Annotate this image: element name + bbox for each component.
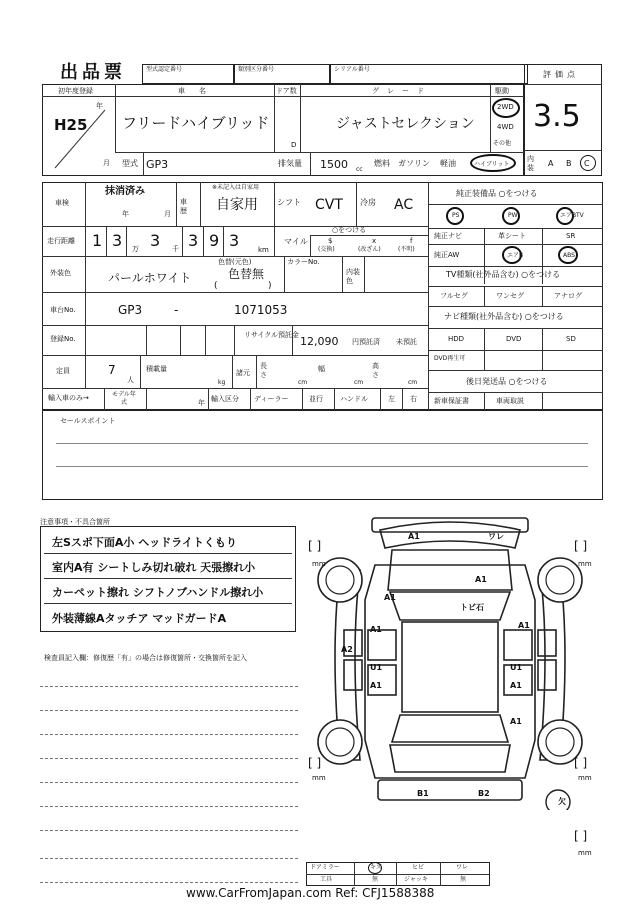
divider bbox=[310, 152, 311, 176]
divider bbox=[115, 84, 116, 152]
damage-mark: ワレ bbox=[488, 532, 504, 541]
equip-ps: PS bbox=[452, 212, 460, 219]
divider bbox=[402, 388, 403, 410]
displacement-label: 排気量 bbox=[278, 159, 302, 168]
divider bbox=[44, 603, 292, 604]
divider bbox=[484, 328, 485, 370]
handle-left: 左 bbox=[388, 395, 395, 403]
after-title: 後日発送品 ○をつける bbox=[466, 377, 548, 386]
length-cm: cm bbox=[298, 379, 308, 386]
aircon-label: 冷房 bbox=[360, 198, 376, 207]
bracket: [ ] bbox=[574, 829, 588, 843]
ruled-line bbox=[40, 782, 298, 783]
doors-label: ドア数 bbox=[276, 87, 297, 95]
divider bbox=[104, 388, 105, 410]
divider bbox=[182, 226, 183, 256]
equip-navi-label: 純正ナビ bbox=[434, 232, 462, 240]
damage-mark: U1 bbox=[370, 663, 383, 672]
drive-other: その他 bbox=[493, 140, 512, 147]
drive-label: 駆動 bbox=[495, 87, 509, 95]
divider bbox=[364, 256, 365, 292]
ruled-line bbox=[40, 758, 298, 759]
mm-label: mm bbox=[578, 849, 592, 857]
divider bbox=[428, 328, 603, 329]
name-label: 車名 bbox=[178, 87, 220, 95]
divider bbox=[205, 325, 206, 355]
divider bbox=[85, 226, 86, 256]
mileage-man-unit: 万 bbox=[132, 245, 139, 253]
recycle-not-deposited: 未預託 bbox=[396, 338, 417, 346]
recycle-label: リサイクル預託金 bbox=[244, 331, 300, 339]
mileage-opt-3-label: (不明) bbox=[398, 246, 415, 253]
legend-door-mirror: ドアミラー bbox=[310, 864, 340, 871]
chassis-dash: - bbox=[174, 303, 179, 317]
damage-mark: A1 bbox=[510, 681, 522, 690]
divider bbox=[428, 228, 603, 229]
ruled-line bbox=[40, 882, 298, 883]
height-label: 高さ bbox=[372, 362, 379, 379]
note-line-1: 左Sスポ下面A小 ヘッドライトくもり bbox=[52, 536, 237, 549]
bracket: [ ] bbox=[574, 539, 588, 553]
damage-mark: A1 bbox=[408, 532, 420, 541]
cc-unit: cc bbox=[356, 166, 363, 173]
damage-mark: A2 bbox=[341, 645, 353, 654]
divider bbox=[542, 392, 543, 410]
divider bbox=[484, 392, 485, 410]
legend-jack: ジャッキ bbox=[404, 876, 428, 883]
divider bbox=[106, 226, 107, 256]
divider bbox=[428, 244, 603, 245]
displacement-value: 1500 bbox=[320, 158, 348, 171]
divider bbox=[484, 286, 485, 306]
divider bbox=[356, 182, 357, 226]
mileage-digit-6: 3 bbox=[229, 231, 240, 250]
model-label: 型式 bbox=[122, 159, 138, 168]
tv-fullseg: フルセグ bbox=[440, 292, 468, 300]
divider bbox=[232, 355, 233, 388]
inspector-label: 検査員記入欄：修復歴「有」の場合は修復箇所・交換箇所を記入 bbox=[44, 654, 247, 662]
import-dealer: ディーラー bbox=[254, 395, 289, 403]
doors-d: D bbox=[291, 141, 297, 149]
divider bbox=[428, 266, 603, 267]
color-value: パールホワイト bbox=[108, 271, 192, 285]
first-reg-value: H25 bbox=[54, 116, 88, 134]
divider bbox=[250, 388, 251, 410]
divider bbox=[115, 152, 524, 153]
mileage-digit-3: 3 bbox=[150, 231, 161, 250]
tv-analog: アナログ bbox=[554, 292, 582, 300]
legend-tools-value: 無 bbox=[372, 876, 379, 883]
divider bbox=[300, 84, 301, 152]
interior-option-c: C bbox=[584, 159, 590, 168]
divider bbox=[42, 256, 428, 257]
aircon-value: AC bbox=[394, 197, 414, 213]
divider bbox=[200, 182, 201, 226]
legend-hibi: ヒビ bbox=[412, 864, 425, 871]
divider bbox=[85, 256, 86, 292]
equip-aw-label: 純正AW bbox=[434, 251, 460, 259]
divider bbox=[428, 350, 603, 351]
divider bbox=[542, 286, 543, 306]
divider bbox=[524, 150, 602, 151]
drive-2wd: 2WD bbox=[497, 103, 514, 111]
divider bbox=[396, 862, 397, 886]
mileage-opt-3-sym: f bbox=[410, 237, 413, 245]
capacity-unit: 人 bbox=[127, 376, 134, 384]
equip-ps-circle bbox=[446, 207, 464, 225]
fuel-label: 燃料 bbox=[374, 159, 390, 168]
equip-abs-circle bbox=[558, 246, 578, 264]
equipment-title: 純正装備品 ○をつける bbox=[456, 189, 538, 198]
interior-label: 内装 bbox=[527, 155, 534, 172]
ruled-line bbox=[40, 806, 298, 807]
mm-label: mm bbox=[578, 560, 592, 568]
divider bbox=[146, 325, 147, 355]
handle-right: 右 bbox=[410, 395, 417, 403]
divider bbox=[490, 84, 491, 152]
chassis-label: 車台No. bbox=[50, 306, 76, 314]
damage-mark: B1 bbox=[417, 789, 429, 798]
drive-4wd: 4WD bbox=[497, 123, 514, 131]
grade-value: ジャストセレクション bbox=[336, 116, 475, 132]
dims-label: 諸元 bbox=[236, 369, 250, 377]
serial-label: シリアル番号 bbox=[334, 66, 370, 73]
shift-label: シフト bbox=[277, 198, 301, 207]
mileage-sen-unit: 千 bbox=[172, 245, 179, 253]
score-value: 3.5 bbox=[533, 99, 581, 134]
divider bbox=[42, 292, 428, 293]
grade-label: グレード bbox=[372, 87, 432, 95]
divider bbox=[42, 325, 428, 326]
ruled-line bbox=[56, 443, 588, 444]
equip-airbag-2-circle bbox=[502, 246, 522, 264]
color-no-label: カラーNo. bbox=[287, 258, 320, 266]
mm-label: mm bbox=[312, 774, 326, 782]
shift-value: CVT bbox=[315, 197, 343, 213]
capacity-value: 7 bbox=[108, 363, 116, 377]
tv-title: TV種類(社外品含む) ○をつける bbox=[446, 270, 561, 279]
month-suffix: 月 bbox=[103, 159, 110, 167]
divider bbox=[126, 226, 127, 256]
ruled-line bbox=[40, 830, 298, 831]
legend-kizu-circle bbox=[368, 862, 382, 874]
mileage-digit-5: 9 bbox=[209, 231, 220, 250]
equip-airbag-1: エアB bbox=[560, 212, 577, 219]
divider bbox=[42, 226, 428, 227]
equip-airbag-2: エアB bbox=[507, 252, 524, 259]
equip-abs: ABS bbox=[563, 252, 575, 259]
divider bbox=[542, 328, 543, 370]
mileage-opt-1-label: (交換) bbox=[318, 246, 335, 253]
damage-mark: A1 bbox=[518, 621, 530, 630]
model-year-label: モデル年式 bbox=[112, 391, 136, 406]
color-original-label: 色替(元色) bbox=[218, 258, 252, 266]
load-label: 積載量 bbox=[146, 365, 167, 373]
equip-pw: PW bbox=[508, 212, 518, 219]
divider bbox=[180, 325, 181, 355]
note-line-2: 室内A有 シートしみ切れ破れ 天張擦れ小 bbox=[52, 561, 256, 574]
divider bbox=[428, 286, 603, 287]
divider bbox=[143, 152, 144, 176]
divider bbox=[146, 388, 147, 410]
note-line-4: 外装薄線Aタッチア マッドガードA bbox=[52, 612, 227, 625]
width-cm: cm bbox=[354, 379, 364, 386]
capacity-label: 定員 bbox=[56, 367, 70, 375]
divider bbox=[140, 355, 141, 388]
import-year-unit: 年 bbox=[198, 399, 205, 407]
divider bbox=[428, 306, 603, 307]
divider bbox=[354, 862, 355, 886]
divider bbox=[274, 182, 275, 226]
recycle-value: 12,090 bbox=[300, 335, 339, 348]
damage-mark: トビ石 bbox=[460, 603, 484, 612]
legend-tools: 工具 bbox=[320, 876, 333, 883]
form-title: 出品票 bbox=[60, 62, 126, 83]
fuel-gasoline: ガソリン bbox=[398, 159, 430, 168]
fuel-hybrid-circle bbox=[470, 154, 516, 172]
name-value: フリードハイブリッド bbox=[122, 114, 270, 132]
divider bbox=[306, 874, 490, 875]
divider bbox=[310, 235, 311, 256]
damage-mark: U1 bbox=[510, 663, 523, 672]
bracket: [ ] bbox=[308, 539, 322, 553]
divider bbox=[524, 84, 602, 85]
import-type-label: 輸入区分 bbox=[211, 395, 239, 403]
divider bbox=[292, 325, 293, 355]
mm-label: mm bbox=[312, 560, 326, 568]
ruled-line bbox=[40, 858, 298, 859]
paren-open: ( bbox=[214, 281, 218, 291]
divider bbox=[256, 355, 257, 388]
navi-title: ナビ種類(社外品含む) ○をつける bbox=[444, 312, 564, 321]
ruled-line bbox=[40, 686, 298, 687]
divider bbox=[428, 392, 603, 393]
color-original-value: 色替無 bbox=[228, 267, 265, 281]
import-label: 輸入車のみ→ bbox=[48, 394, 89, 402]
divider bbox=[85, 355, 86, 388]
tv-oneseg: ワンセグ bbox=[496, 292, 524, 300]
divider bbox=[208, 388, 209, 410]
damage-mark: A1 bbox=[370, 681, 382, 690]
equip-leather: 革シート bbox=[498, 232, 526, 240]
score-label: 評価点 bbox=[543, 70, 579, 79]
kyu-mark: 欠 bbox=[558, 797, 566, 806]
type-cert-label: 型式認定番号 bbox=[146, 66, 183, 73]
divider bbox=[428, 370, 603, 371]
sales-points-label: セールスポイント bbox=[60, 417, 116, 425]
drive-2wd-circle bbox=[492, 98, 520, 118]
legend-jack-value: 無 bbox=[460, 876, 467, 883]
interior-color-label: 内装色 bbox=[346, 268, 360, 285]
divider bbox=[274, 84, 275, 152]
divider bbox=[42, 355, 428, 356]
length-label: 長さ bbox=[260, 362, 267, 379]
bracket: [ ] bbox=[308, 756, 322, 770]
mm-label: mm bbox=[578, 774, 592, 782]
divider bbox=[428, 204, 603, 205]
fuel-diesel: 軽油 bbox=[440, 159, 456, 168]
mile-label: マイル bbox=[284, 237, 308, 246]
first-reg-label: 初年度登録 bbox=[58, 87, 93, 95]
height-cm: cm bbox=[408, 379, 418, 386]
divider bbox=[85, 325, 86, 355]
legend-ware: ワレ bbox=[456, 864, 469, 871]
inspection-year-unit: 年 bbox=[122, 210, 129, 218]
navi-dvd: DVD bbox=[506, 335, 522, 343]
equip-airbag-1-circle bbox=[556, 207, 577, 225]
interior-option-b: B bbox=[566, 159, 572, 168]
color-label: 外装色 bbox=[50, 269, 71, 277]
registration-label: 登録No. bbox=[50, 335, 76, 343]
divider bbox=[302, 388, 303, 410]
import-parallel: 並行 bbox=[309, 395, 323, 403]
divider bbox=[203, 226, 204, 256]
interior-option-a: A bbox=[548, 159, 554, 168]
after-warranty: 新車保証書 bbox=[434, 397, 469, 405]
chassis-prefix: GP3 bbox=[118, 303, 143, 317]
divider bbox=[440, 862, 441, 886]
history-value: 自家用 bbox=[216, 197, 258, 213]
fuel-hybrid: ハイブリット bbox=[474, 161, 510, 168]
divider bbox=[284, 256, 285, 292]
mileage-digit-1: 1 bbox=[92, 231, 103, 250]
handle-label: ハンドル bbox=[340, 395, 368, 403]
sales-points-box bbox=[42, 410, 603, 500]
divider bbox=[44, 578, 292, 579]
history-note: ※未記入は自家用 bbox=[212, 184, 260, 191]
inspection-label: 車検 bbox=[55, 199, 69, 207]
after-manual: 車両取説 bbox=[496, 397, 524, 405]
mileage-km-unit: km bbox=[258, 246, 269, 254]
load-kg: kg bbox=[218, 379, 226, 386]
divider bbox=[85, 292, 86, 325]
divider bbox=[42, 388, 428, 389]
note-line-3: カーペット擦れ シフトノブハンドル擦れ小 bbox=[52, 586, 264, 599]
equip-tv: TV bbox=[576, 212, 584, 219]
divider bbox=[334, 388, 335, 410]
inspection-value: 抹消済み bbox=[105, 186, 145, 197]
mileage-opt-2-sym: x bbox=[372, 237, 377, 245]
footer-watermark: www.CarFromJapan.com Ref: CFJ1588388 bbox=[186, 886, 435, 900]
divider bbox=[44, 553, 292, 554]
category-label: 類別区分番号 bbox=[238, 66, 275, 73]
recycle-deposited: 円預託済 bbox=[352, 338, 380, 346]
damage-mark: A1 bbox=[384, 593, 396, 602]
mileage-circle-note: ○をつける bbox=[332, 226, 367, 234]
navi-sd: SD bbox=[566, 335, 576, 343]
interior-c-circle bbox=[580, 155, 596, 171]
mileage-digit-4: 3 bbox=[188, 231, 199, 250]
navi-hdd: HDD bbox=[448, 335, 465, 343]
damage-mark: A1 bbox=[510, 717, 522, 726]
chassis-number: 1071053 bbox=[234, 303, 288, 317]
width-label: 幅 bbox=[318, 365, 325, 373]
divider bbox=[428, 182, 429, 410]
legend-kizu: キズ bbox=[370, 864, 382, 871]
history-label: 車歴 bbox=[180, 198, 187, 215]
notes-title: 注意事項・不具合箇所 bbox=[40, 518, 110, 526]
divider bbox=[342, 256, 343, 292]
divider bbox=[234, 325, 235, 355]
divider bbox=[176, 182, 177, 226]
divider bbox=[380, 388, 381, 410]
paren-close: ) bbox=[268, 281, 272, 291]
ruled-line bbox=[56, 466, 588, 467]
dvd-playback-label: DVD再生可 bbox=[434, 355, 466, 362]
divider bbox=[223, 226, 224, 256]
bracket: [ ] bbox=[574, 756, 588, 770]
mileage-digit-2: 3 bbox=[112, 231, 123, 250]
divider bbox=[274, 226, 275, 256]
year-suffix: 年 bbox=[96, 102, 103, 110]
car-damage-diagram bbox=[300, 510, 610, 810]
equip-pw-circle bbox=[502, 207, 520, 225]
model-value: GP3 bbox=[146, 158, 169, 171]
damage-mark: A1 bbox=[370, 625, 382, 634]
damage-mark: A1 bbox=[475, 575, 487, 584]
mileage-opt-1-sym: $ bbox=[328, 237, 333, 245]
divider bbox=[85, 182, 86, 226]
ruled-line bbox=[40, 734, 298, 735]
ruled-line bbox=[40, 710, 298, 711]
equip-sr: SR bbox=[566, 232, 576, 240]
inspection-month-unit: 月 bbox=[164, 210, 171, 218]
mileage-opt-2-label: (改ざん) bbox=[358, 246, 381, 253]
damage-mark: B2 bbox=[478, 789, 490, 798]
divider bbox=[310, 235, 428, 236]
mileage-label: 走行距離 bbox=[47, 237, 75, 245]
